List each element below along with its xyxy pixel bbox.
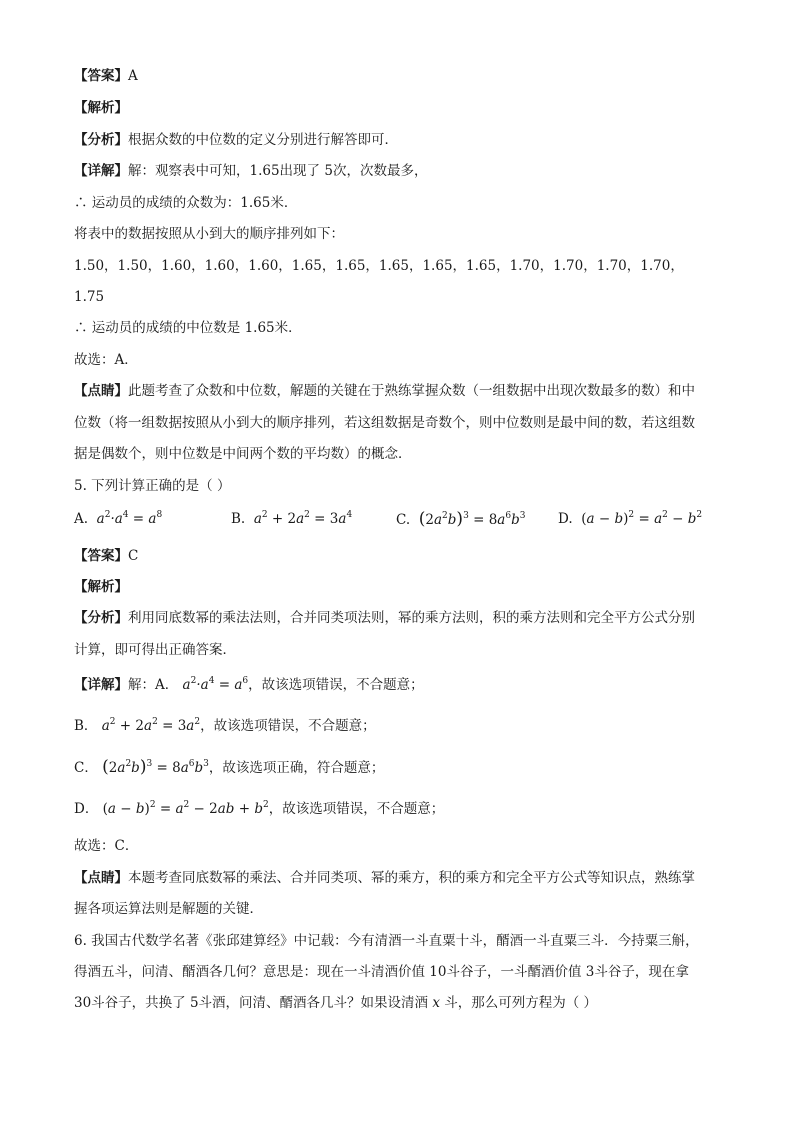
fenxi-tag-q5: 【分析】 (74, 610, 128, 626)
sorted-data-row2: 1.75 (74, 289, 105, 305)
xiangjie-tag: 【详解】 (74, 163, 128, 179)
variable-x: x (428, 995, 445, 1011)
dianjing-text-q5: 本题考查同底数幂的乘法、合并同类项、幂的乘方，积的乘方和完全平方公式等知识点，熟练掌 (128, 870, 695, 886)
step-d-label: D． (74, 801, 99, 817)
question-6-line3 (74, 993, 720, 1013)
option-c-formula: $(2a^2b)^3 = 8a^6b^3$ (418, 509, 526, 529)
answer-value: A (128, 68, 138, 84)
option-b-label: B. (231, 511, 246, 527)
sort-intro: 将表中的数据按照从小到大的顺序排列如下： (74, 226, 344, 242)
answer-line-q4 (74, 66, 720, 86)
option-d-label: D. (558, 511, 573, 527)
answer-tag-q5: 【答案】 (74, 548, 128, 564)
option-a-label: A. (74, 511, 89, 527)
xiangjie-tag-q5: 【详解】 (74, 677, 128, 693)
option-b-formula: $a^2 + 2a^2 = 3a^4$ (253, 510, 353, 527)
dianjing-text: 此题考查了众数和中位数，解题的关键在于熟练掌握众数（一组数据中出现次数最多的数）和中 (128, 383, 695, 399)
option-d (558, 507, 702, 531)
step-c-formula: $(2a^2b)^3 = 8a^6b^3$ (102, 757, 209, 777)
fenxi-text-q5: 利用同底数幂的乘法法则，合并同类项法则，幂的乘方法则，积的乘方法则和完全平方公式分别 (128, 610, 695, 626)
question-6-line3-head: 30斗谷子，共换了 5斗酒，问清、醑酒各几斗？如果设清酒 (74, 995, 429, 1011)
xiangjie-text: 解：观察表中可知，1.65出现了 5次，次数最多， (128, 163, 428, 179)
step-a-verdict: ，故该选项错误，不合题意； (248, 677, 424, 693)
answer-tag: 【答案】 (74, 68, 128, 84)
step-c-line (74, 757, 720, 778)
question-6-line1: 6. 我国古代数学名著《张邱建算经》中记载：今有清酒一斗直粟十斗，醑酒一斗直粟三斗．今持粟三斛， (74, 933, 699, 949)
xiangjie-a-label: 解：A． (128, 677, 179, 693)
option-c-label: C. (396, 512, 411, 528)
fenxi-cont-q5: 计算，即可得出正确答案． (74, 642, 236, 658)
fenxi-tag: 【分析】 (74, 132, 128, 148)
dianjing-line-q4 (74, 381, 720, 401)
step-d-formula: $(a - b)^2 = a^2 - 2ab + b^2$ (102, 800, 269, 817)
mode-conclusion: ∴ 运动员的成绩的众数为：1.65米． (74, 195, 298, 211)
dianjing-tag-q5: 【点睛】 (74, 870, 128, 886)
step-c-label: C． (74, 760, 98, 776)
sorted-data-row1: 1.50，1.50，1.60，1.60，1.60，1.65，1.65，1.65，1.65，1.65，1.70，1.70，1.70，1.70， (74, 258, 684, 274)
answer-value-q5: C (128, 548, 139, 564)
fenxi-line-q4 (74, 130, 720, 150)
option-a-formula: $a^2\cdot a^4 = a^8$ (96, 510, 163, 527)
median-conclusion: ∴ 运动员的成绩的中位数是 1.65米． (74, 320, 302, 336)
choice-line-q4: 故选：A． (74, 352, 138, 368)
step-b-formula: $a^2 + 2a^2 = 3a^2$ (101, 717, 201, 734)
choice-line-q5: 故选：C． (74, 838, 139, 854)
option-a (74, 507, 162, 531)
dianjing-cont-q5: 握各项运算法则是解题的关键． (74, 901, 263, 917)
question-6-line2: 得酒五斗，问清、醑酒各几何？意思是：现在一斗清酒价值 10斗谷子，一斗醑酒价值 3斗谷子，现在拿 (74, 964, 689, 980)
analysis-heading-q4 (74, 98, 720, 118)
option-b (231, 507, 352, 531)
analysis-tag-q5: 【解析】 (74, 579, 128, 595)
question-5-options (74, 507, 720, 531)
option-c (396, 507, 525, 532)
step-a-formula: $a^2\cdot a^4 = a^6$ (182, 676, 249, 693)
xiangjie-line-q5 (74, 675, 720, 695)
step-b-label: B． (74, 718, 98, 734)
fenxi-line-q5 (74, 608, 720, 628)
step-b-verdict: ，故该选项错误，不合题意； (200, 718, 376, 734)
step-d-verdict: ，故该选项错误，不合题意； (268, 801, 445, 817)
question-6-line3-tail: 斗，那么可列方程为（ ） (444, 995, 598, 1011)
step-b-line (74, 716, 720, 736)
answer-line-q5 (74, 546, 720, 566)
question-5-stem: 5. 下列计算正确的是（ ） (74, 478, 231, 494)
xiangjie-line-q4 (74, 161, 720, 181)
analysis-tag: 【解析】 (74, 100, 128, 116)
dianjing-tag: 【点睛】 (74, 383, 128, 399)
fenxi-text: 根据众数的中位数的定义分别进行解答即可． (128, 132, 398, 148)
dianjing-cont-1: 位数（将一组数据按照从小到大的顺序排列，若这组数据是奇数个，则中位数则是最中间的数，若这组数 (74, 415, 695, 431)
analysis-heading-q5 (74, 577, 720, 597)
option-d-formula: $(a - b)^2 = a^2 - b^2$ (581, 510, 703, 527)
dianjing-line-q5 (74, 868, 720, 888)
step-d-line (74, 799, 720, 819)
step-c-verdict: ，故该选项正确，符合题意； (208, 760, 385, 776)
dianjing-cont-2: 据是偶数个，则中位数是中间两个数的平均数）的概念． (74, 446, 412, 462)
